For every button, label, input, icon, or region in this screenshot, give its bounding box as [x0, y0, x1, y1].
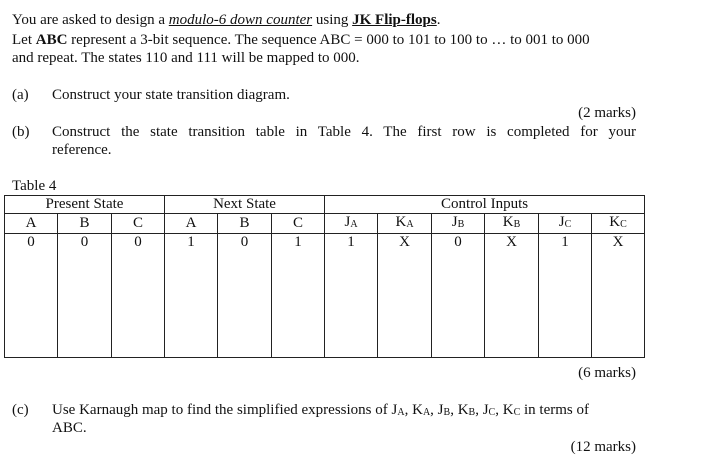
part-a-text: Construct your state transition diagram.: [52, 87, 290, 103]
col-kc: $K_C$: [592, 214, 645, 234]
intro-flipflop-type: JK Flip-flops: [352, 12, 437, 28]
intro-line1-mid: using: [312, 12, 353, 28]
intro-line2-rest: represent a 3-bit sequence. The sequence ABC = 000 to 101 to 100 to … to 001 to 000: [67, 32, 590, 48]
part-c-marks: (12 marks): [570, 439, 636, 455]
col-ja: $J_A$: [325, 214, 378, 234]
empty-cell: [272, 251, 325, 358]
empty-cell: [218, 251, 272, 358]
part-c-text-line-1: Use Karnaugh map to find the simplified expressions of $J_A$, $K_A$, $J_B$, $K_B$, $J_C$, $K_C$ in terms of: [52, 402, 589, 418]
col-present-b: B: [58, 214, 112, 234]
cell-ja: 1: [325, 234, 378, 252]
col-present-a: A: [5, 214, 58, 234]
part-b-marks: (6 marks): [578, 365, 636, 381]
part-c-label: (c): [12, 402, 29, 418]
part-c-text-pre: Use Karnaugh map to find the simplified expressions of J: [52, 402, 398, 418]
group-header-row: [5, 196, 645, 214]
column-header-row: [5, 214, 645, 234]
col-next-b: B: [218, 214, 272, 234]
group-next-state: Next State: [165, 196, 325, 214]
intro-line1-end: .: [436, 12, 441, 28]
col-next-c: C: [272, 214, 325, 234]
empty-cell: [5, 251, 58, 358]
col-jb: $J_B$: [432, 214, 485, 234]
intro-line-3: and repeat. The states 110 and 111 will be mapped to 000.: [12, 50, 360, 66]
group-present-state: Present State: [5, 196, 165, 214]
intro-line-2: [12, 31, 590, 49]
empty-cell: [485, 251, 539, 358]
empty-cell: [539, 251, 592, 358]
table-row-first: [5, 234, 645, 252]
cell-next-c: 1: [272, 234, 325, 252]
cell-kc: X: [592, 234, 645, 252]
empty-cell: [592, 251, 645, 358]
col-next-a: A: [165, 214, 218, 234]
cell-next-b: 0: [218, 234, 272, 252]
empty-cell: [165, 251, 218, 358]
part-b-text-line-2: reference.: [52, 142, 112, 158]
cell-jb: 0: [432, 234, 485, 252]
state-transition-table: [4, 195, 645, 358]
part-b-text-line-1: Construct the state transition table in Table 4. The first row is completed for your: [52, 124, 636, 140]
part-a-label: (a): [12, 87, 29, 103]
cell-jc: 1: [539, 234, 592, 252]
cell-present-b: 0: [58, 234, 112, 252]
cell-present-c: 0: [112, 234, 165, 252]
cell-next-a: 1: [165, 234, 218, 252]
intro-line1-pre: You are asked to design a: [12, 12, 169, 28]
empty-cell: [112, 251, 165, 358]
col-ka: $K_A$: [378, 214, 432, 234]
col-jc: $J_C$: [539, 214, 592, 234]
part-a-marks: (2 marks): [578, 105, 636, 121]
table-row-empty: [5, 251, 645, 358]
intro-line2-pre: Let: [12, 32, 36, 48]
col-present-c: C: [112, 214, 165, 234]
intro-counter-type: modulo-6 down counter: [168, 12, 313, 28]
col-kb: $K_B$: [485, 214, 539, 234]
group-control-inputs: Control Inputs: [325, 196, 645, 214]
table-caption: Table 4: [12, 178, 57, 194]
part-c-text-line-2: ABC.: [52, 420, 87, 436]
cell-kb: X: [485, 234, 539, 252]
empty-cell: [58, 251, 112, 358]
empty-cell: [325, 251, 378, 358]
empty-cell: [378, 251, 432, 358]
part-b-label: (b): [12, 124, 30, 140]
intro-line-1: [12, 11, 441, 29]
empty-cell: [432, 251, 485, 358]
part-c-text-tail: in terms of: [520, 402, 589, 418]
intro-abc: ABC: [35, 32, 68, 48]
cell-present-a: 0: [5, 234, 58, 252]
cell-ka: X: [378, 234, 432, 252]
